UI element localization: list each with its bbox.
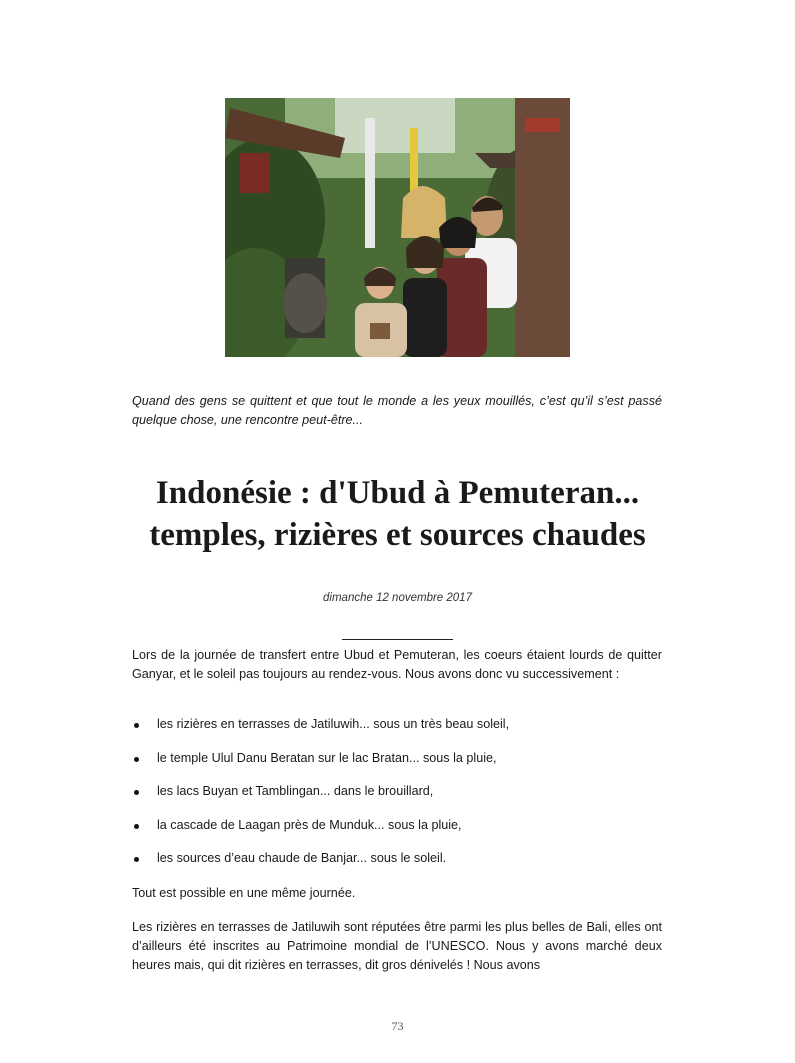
list-item (132, 849, 662, 868)
list-item (132, 749, 662, 768)
list-item (132, 715, 662, 734)
photo-caption: Quand des gens se quittent et que tout le monde a les yeux mouillés, c’est qu’il s’est passé quelque chose, une rencontre peut-être... (132, 394, 662, 427)
article-title: Indonésie : d'Ubud à Pemuteran... temples, rizières et sources chaudes (149, 475, 646, 553)
list-item-text: les rizières en terrasses de Jatiluwih... sous un très beau soleil, (157, 717, 510, 731)
itinerary-list (132, 715, 662, 883)
list-item (132, 782, 662, 801)
list-item-text: les lacs Buyan et Tamblingan... dans le brouillard, (157, 784, 434, 798)
bullet-icon (134, 857, 139, 862)
list-item-text: la cascade de Laagan près de Munduk... sous la pluie, (157, 817, 462, 832)
family-photo (225, 98, 570, 357)
list-item (132, 816, 662, 835)
jatiluwih-paragraph: Les rizières en terrasses de Jatiluwih sont réputées être parmi les plus belles de Bali, elles ont d’ailleurs été inscrites au Patrimoine mondial de l’UNESCO. Nous y avons marché deux heures mais, qui dit rizières en terrasses, dit gros dénivelés ! Nous avons (132, 920, 662, 972)
list-item-text: les sources d’eau chaude de Banjar... sous le soleil. (157, 851, 447, 865)
intro-paragraph: Lors de la journée de transfert entre Ubud et Pemuteran, les coeurs étaient lourds de quitter Ganyar, et le soleil pas toujours au rendez-vous. Nous avons donc vu successivement : (132, 648, 662, 681)
bullet-icon (134, 723, 139, 728)
separator-rule (342, 639, 453, 640)
list-item-text: le temple Ulul Danu Beratan sur le lac Bratan... sous la pluie, (157, 750, 497, 765)
bullet-icon (134, 757, 139, 762)
bullet-icon (134, 790, 139, 795)
summary-paragraph: Tout est possible en une même journée. (132, 886, 356, 900)
page-number: 73 (391, 1019, 404, 1033)
article-date: dimanche 12 novembre 2017 (323, 592, 472, 604)
bullet-icon (134, 824, 139, 829)
